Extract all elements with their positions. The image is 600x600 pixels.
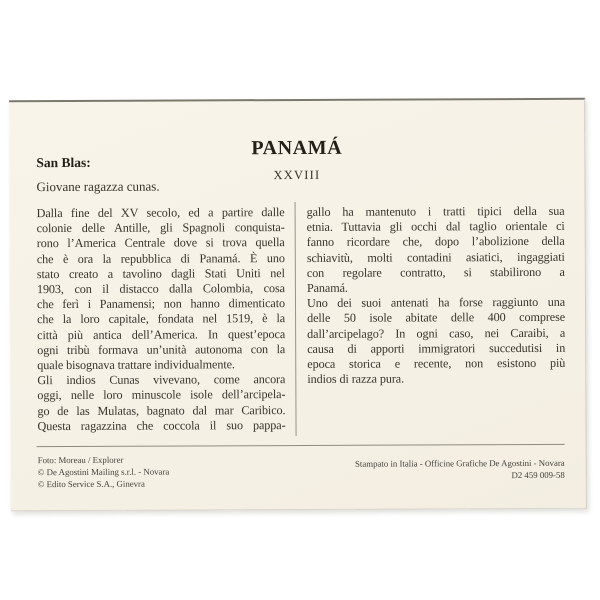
- footer-rule: [37, 444, 565, 447]
- text-line: colonie delle Antille, gli Spagnoli conquista-: [36, 220, 285, 236]
- text-line: che ferì i Panamensi; non hanno dimenticato: [36, 296, 286, 312]
- body-text: [37, 204, 566, 434]
- text-line: che la loro capitale, fondata nel 1519, è la: [37, 311, 286, 327]
- text-line: ogni tribù formava un’unità autonoma con la: [37, 341, 286, 357]
- text-line: go de las Mulatas, bagnato dal mar Caribico.: [37, 402, 286, 418]
- text-line: quale bisognava trattare individualmente.: [37, 357, 235, 373]
- credit-line: © Edito Service S.A., Ginevra: [37, 478, 145, 489]
- credit-line: © De Agostini Mailing s.r.l. - Novara: [37, 466, 170, 477]
- caption-heading: San Blas:: [36, 154, 91, 171]
- credit-line: Stampato in Italia - Officine Grafiche De Agostini - Novara: [354, 457, 565, 469]
- text-line: epoca storica e recente, non esistono più: [307, 355, 566, 371]
- text-line: Gli indios Cunas vivevano, come ancora: [37, 372, 286, 388]
- text-line: Questa ragazzina che coccola il suo pappa-: [37, 417, 286, 433]
- text-line: schiavitù, molti contadini asiatici, ingaggiati: [306, 249, 565, 265]
- text-line: Uno dei suoi antenati ha forse raggiunto una: [306, 295, 566, 311]
- text-line: con regolare contratto, si stabilirono a: [306, 264, 565, 280]
- credit-line: D2 459 009-58: [511, 469, 565, 480]
- text-line: gallo ha mantenuto i tratti tipici della sua: [306, 203, 565, 219]
- photo-caption: [36, 155, 159, 196]
- text-line: che è ora la repubblica di Panamá. È uno: [36, 250, 285, 266]
- text-line: delle 50 isole abitate delle 400 comprese: [307, 310, 566, 326]
- credits-right: [355, 458, 565, 483]
- text-line: indios di razza pura.: [307, 371, 405, 387]
- text-line: stato creato a tavolino dagli Stati Uniti nel: [36, 265, 285, 281]
- text-line: dall’arcipelago? In ogni caso, nei Caraibi, a: [307, 325, 566, 341]
- text-line: Panamá.: [306, 280, 348, 295]
- text-line: Dalla fine del XV secolo, ed a partire dalle: [36, 205, 285, 221]
- page-title: PANAMÁ: [251, 136, 343, 160]
- text-line: città più antica dell’America. In quest’epoca: [37, 326, 286, 342]
- text-line: fanno ricordare che, dopo l’abolizione della: [306, 234, 565, 250]
- card-numeral: XXVIII: [273, 167, 321, 183]
- text-line: rono l’America Centrale dove si trova quella: [36, 235, 285, 251]
- column-divider: [295, 202, 297, 436]
- postcard-back: [9, 98, 587, 512]
- text-line: causa di apporti immigratori succedutisi in: [307, 340, 566, 356]
- caption-text: Giovane ragazza cunas.: [36, 178, 160, 195]
- credits-left: [38, 455, 170, 491]
- credit-line: Foto: Moreau / Explorer: [37, 454, 124, 466]
- text-line: oggi, nelle loro minuscole isole dell’arcipela-: [37, 387, 286, 403]
- text-line: etnia. Tuttavia gli occhi dal taglio orientale ci: [306, 219, 565, 235]
- text-column-left: [37, 205, 286, 434]
- text-line: 1903, con il distacco dalla Colombia, cosa: [36, 281, 285, 297]
- text-column-right: [307, 204, 566, 433]
